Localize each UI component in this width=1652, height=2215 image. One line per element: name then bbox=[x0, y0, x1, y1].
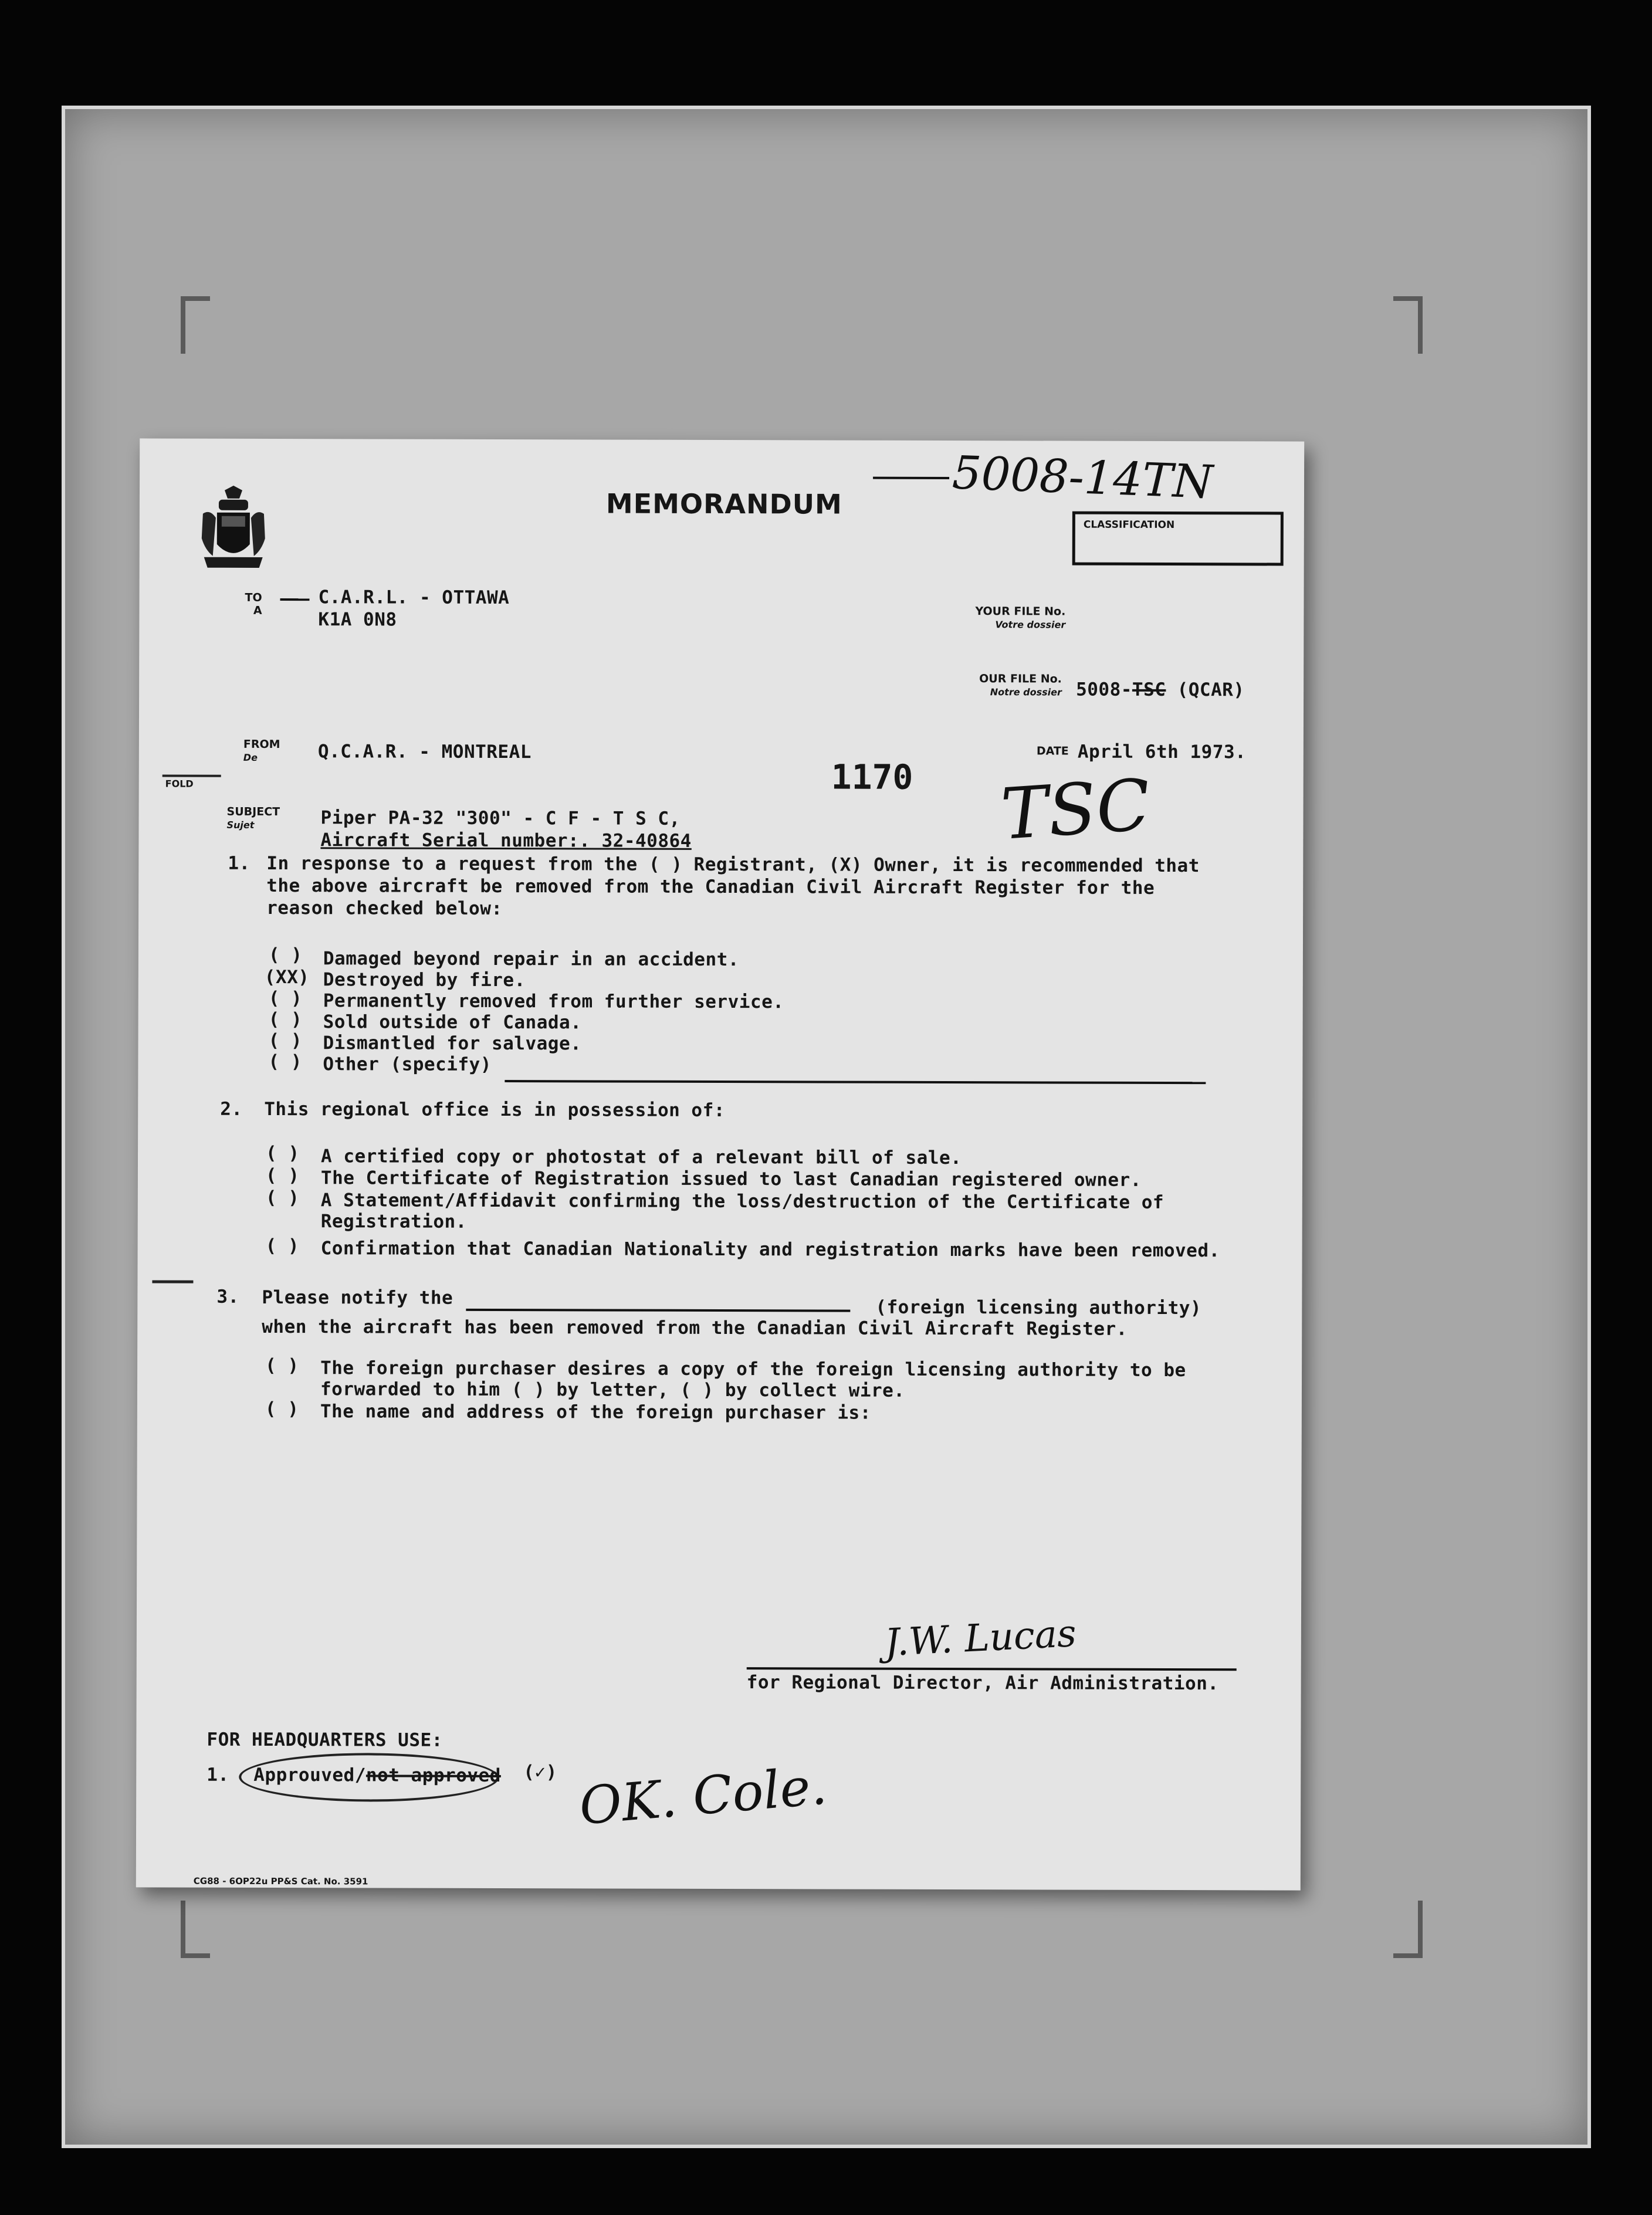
option-text: Dismantled for salvage. bbox=[323, 1032, 582, 1055]
licensing-authority-line bbox=[466, 1309, 850, 1312]
date-value: April 6th 1973. bbox=[1077, 741, 1247, 763]
handwritten-registration-mark: TSC bbox=[998, 764, 1153, 856]
our-file-value: 5008-TSC (QCAR) bbox=[1076, 679, 1245, 701]
option-text: Permanently removed from further service. bbox=[323, 990, 784, 1013]
possession-text: Registration. bbox=[320, 1211, 467, 1232]
file-number-dash bbox=[873, 477, 949, 479]
signature-handwritten: J.W. Lucas bbox=[883, 1612, 1078, 1665]
hq-check: (✓) bbox=[523, 1762, 557, 1783]
crop-mark-top-left bbox=[181, 296, 210, 354]
option-text: Destroyed by fire. bbox=[323, 969, 526, 991]
option-box: ( ) bbox=[268, 1029, 303, 1052]
possession-box: ( ) bbox=[265, 1187, 300, 1209]
your-file-label: YOUR FILE No. Votre dossier bbox=[975, 605, 1066, 631]
option-text: Sold outside of Canada. bbox=[323, 1011, 582, 1034]
signature-line bbox=[747, 1667, 1237, 1671]
possession-box: ( ) bbox=[266, 1142, 300, 1164]
option-box: ( ) bbox=[268, 1008, 303, 1031]
option-text: Other (specify) bbox=[323, 1054, 492, 1075]
to-address-line1: C.A.R.L. - OTTAWA bbox=[318, 587, 510, 609]
date-label: DATE bbox=[1036, 744, 1069, 758]
from-value: Q.C.A.R. - MONTREAL bbox=[317, 741, 532, 763]
hq-handwritten-approval: OK. Cole. bbox=[577, 1755, 830, 1837]
classification-box bbox=[1072, 512, 1284, 566]
purchaser-text: The name and address of the foreign purchaser is: bbox=[320, 1401, 871, 1424]
purchaser-text: forwarded to him ( ) by letter, ( ) by collect wire. bbox=[320, 1379, 905, 1401]
possession-text: The Certificate of Registration issued to last Canadian registered owner. bbox=[320, 1167, 1142, 1191]
to-label: TO A bbox=[245, 591, 262, 617]
para1-number: 1. bbox=[228, 852, 250, 874]
memo-sheet bbox=[136, 438, 1304, 1890]
option-box: ( ) bbox=[268, 944, 303, 966]
other-specify-line bbox=[505, 1080, 1206, 1084]
option-box-checked: (XX) bbox=[264, 966, 310, 988]
crop-mark-top-right bbox=[1393, 296, 1423, 354]
fold-line bbox=[163, 775, 221, 777]
para3-line1-b: (foreign licensing authority) bbox=[875, 1296, 1202, 1319]
option-box: ( ) bbox=[268, 1051, 303, 1073]
subject-line2: Aircraft Serial number:. 32-40864 bbox=[320, 829, 692, 852]
option-text: Damaged beyond repair in an accident. bbox=[323, 948, 740, 971]
subject-label: SUBJECT Sujet bbox=[226, 805, 280, 831]
purchaser-box: ( ) bbox=[265, 1354, 299, 1377]
to-dash bbox=[280, 598, 310, 601]
para1-line: In response to a request from the ( ) Registrant, (X) Owner, it is recommended that bbox=[266, 852, 1200, 877]
purchaser-text: The foreign purchaser desires a copy of the foreign licensing authority to be bbox=[320, 1357, 1186, 1381]
purchaser-box: ( ) bbox=[265, 1398, 299, 1420]
subject-line1: Piper PA-32 "300" - C F - T S C, bbox=[320, 807, 681, 829]
stamp-number: 1170 bbox=[831, 757, 913, 797]
option-box: ( ) bbox=[268, 987, 303, 1010]
possession-box: ( ) bbox=[265, 1164, 300, 1187]
our-file-label: OUR FILE No. Notre dossier bbox=[979, 672, 1062, 698]
form-code: CG88 - 6OP22u PP&S Cat. No. 3591 bbox=[193, 1875, 368, 1887]
para2-intro: This regional office is in possession of: bbox=[264, 1098, 726, 1122]
canada-coat-of-arms-icon bbox=[198, 486, 269, 574]
signature-caption: for Regional Director, Air Administration. bbox=[746, 1672, 1219, 1695]
para3-line2: when the aircraft has been removed from the Canadian Civil Aircraft Register. bbox=[262, 1316, 1128, 1340]
possession-text: A Statement/Affidavit confirming the loss/destruction of the Certificate of bbox=[320, 1190, 1164, 1213]
para3-number: 3. bbox=[216, 1286, 239, 1308]
margin-dash bbox=[152, 1280, 193, 1283]
possession-text: A certified copy or photostat of a relevant bill of sale. bbox=[320, 1146, 962, 1169]
handwritten-file-number: 5008-14TN bbox=[951, 446, 1214, 509]
para1-line: the above aircraft be removed from the Canadian Civil Aircraft Register for the bbox=[266, 875, 1155, 899]
para3-line1-a: Please notify the bbox=[262, 1286, 453, 1309]
para2-number: 2. bbox=[220, 1098, 243, 1120]
hq-decision: Approuved/not approved bbox=[253, 1764, 501, 1787]
possession-box: ( ) bbox=[265, 1235, 300, 1257]
hq-item-number: 1. bbox=[206, 1764, 229, 1786]
memo-title: MEMORANDUM bbox=[605, 487, 842, 520]
to-address-line2: K1A 0N8 bbox=[318, 609, 397, 631]
possession-text: Confirmation that Canadian Nationality and registration marks have been removed. bbox=[320, 1238, 1220, 1262]
crop-mark-bottom-right bbox=[1393, 1901, 1423, 1958]
fold-label: FOLD bbox=[165, 778, 194, 790]
crop-mark-bottom-left bbox=[181, 1901, 210, 1958]
from-label: FROM De bbox=[243, 737, 280, 763]
classification-label: CLASSIFICATION bbox=[1083, 519, 1175, 531]
hq-use-title: FOR HEADQUARTERS USE: bbox=[206, 1729, 443, 1751]
para1-line: reason checked below: bbox=[266, 897, 503, 920]
